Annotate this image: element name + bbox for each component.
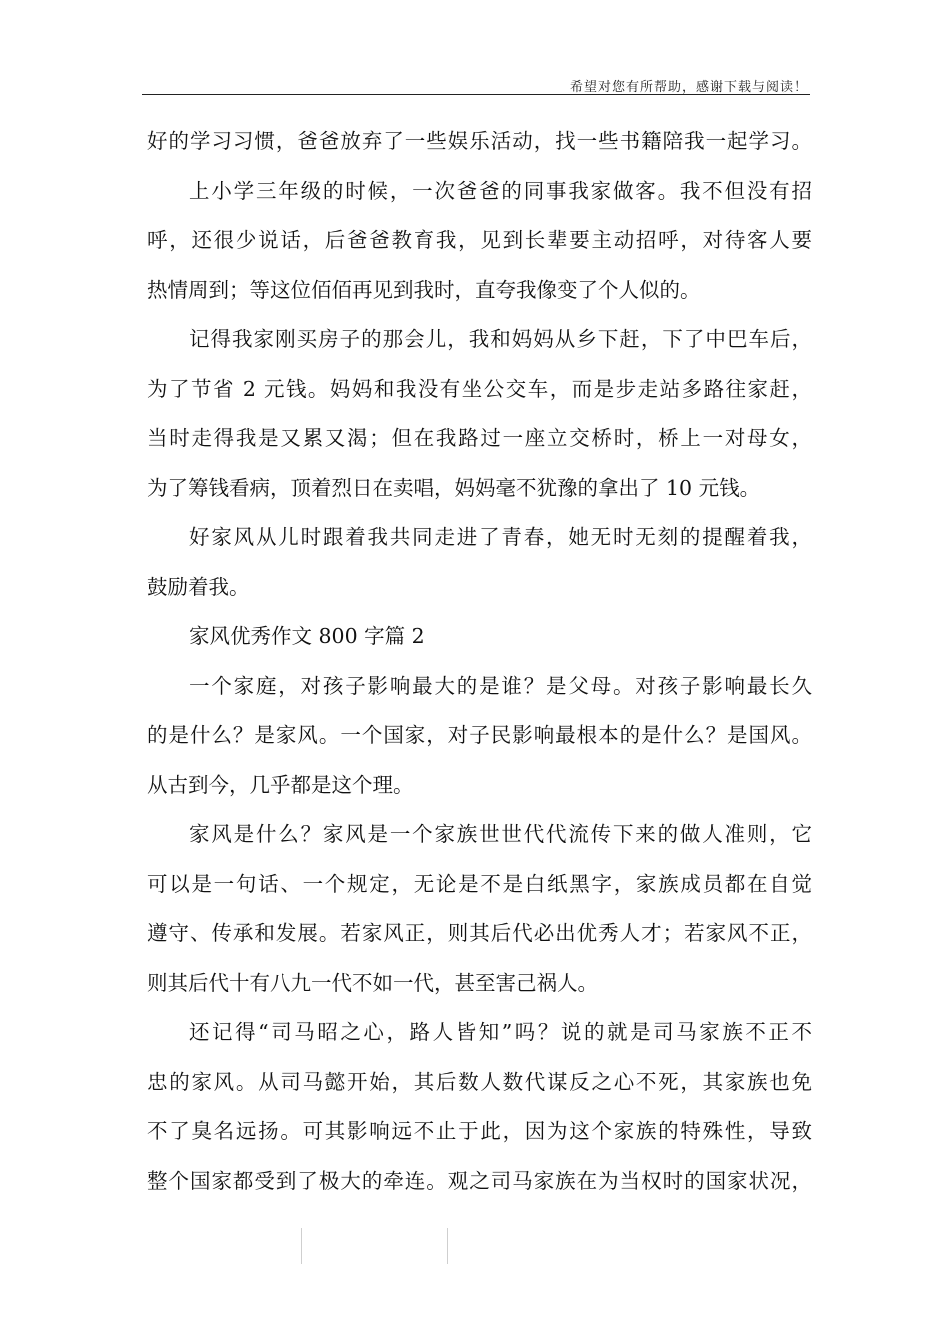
footer-divider-left bbox=[301, 1228, 302, 1264]
text-line: 可以是一句话、一个规定，无论是不是白纸黑字，家族成员都在自觉 bbox=[147, 871, 812, 896]
text-line: 记得我家刚买房子的那会儿，我和妈妈从乡下赶，下了中巴车后， bbox=[189, 327, 812, 351]
text-line: 家风是什么？家风是一个家族世世代代流传下来的做人准则，它 bbox=[189, 822, 812, 846]
text-line: 呼，还很少说话，后爸爸教育我，见到长辈要主动招呼，对待客人要 bbox=[147, 228, 812, 252]
text-line: 从古到今，几乎都是这个理。 bbox=[147, 772, 414, 797]
text-line: 还记得“司马昭之心，路人皆知”吗？说的就是司马家族不正不 bbox=[189, 1020, 812, 1044]
text-line: 家风优秀作文 800 字篇 2 bbox=[189, 624, 425, 648]
text-line: 为了筹钱看病，顶着烈日在卖唱，妈妈毫不犹豫的拿出了 10 元钱。 bbox=[147, 475, 761, 500]
text-line: 忠的家风。从司马懿开始，其后数人数代谋反之心不死，其家族也免 bbox=[147, 1069, 812, 1094]
text-line: 上小学三年级的时候，一次爸爸的同事我家做客。我不但没有招 bbox=[189, 178, 812, 203]
text-line: 则其后代十有八九一代不如一代，甚至害己祸人。 bbox=[147, 970, 598, 995]
text-line: 好的学习习惯，爸爸放弃了一些娱乐活动，找一些书籍陪我一起学习。 bbox=[147, 129, 812, 153]
text-line: 鼓励着我。 bbox=[147, 574, 250, 599]
footer-divider-right bbox=[447, 1228, 448, 1264]
text-line: 遵守、传承和发展。若家风正，则其后代必出优秀人才；若家风不正， bbox=[147, 921, 812, 945]
text-line: 一个家庭，对孩子影响最大的是谁？是父母。对孩子影响最长久 bbox=[189, 673, 812, 698]
document-body bbox=[147, 117, 812, 1206]
header-rule bbox=[142, 94, 810, 95]
header-note: 希望对您有所帮助，感谢下载与阅读！ bbox=[569, 80, 808, 95]
text-line: 当时走得我是又累又渴；但在我路过一座立交桥时，桥上一对母女， bbox=[147, 426, 812, 450]
text-line: 好家风从儿时跟着我共同走进了青春，她无时无刻的提醒着我， bbox=[189, 525, 812, 549]
text-line: 整个国家都受到了极大的牵连。观之司马家族在为当权时的国家状况， bbox=[147, 1168, 812, 1193]
text-line: 的是什么？是家风。一个国家，对子民影响最根本的是什么？是国风。 bbox=[147, 723, 812, 747]
text-line: 为了节省 2 元钱。妈妈和我没有坐公交车，而是步走站多路往家赶， bbox=[147, 376, 812, 401]
text-line: 不了臭名远扬。可其影响远不止于此，因为这个家族的特殊性，导致 bbox=[147, 1119, 812, 1143]
text-line: 热情周到；等这位佰佰再见到我时，直夸我像变了个人似的。 bbox=[147, 277, 701, 302]
